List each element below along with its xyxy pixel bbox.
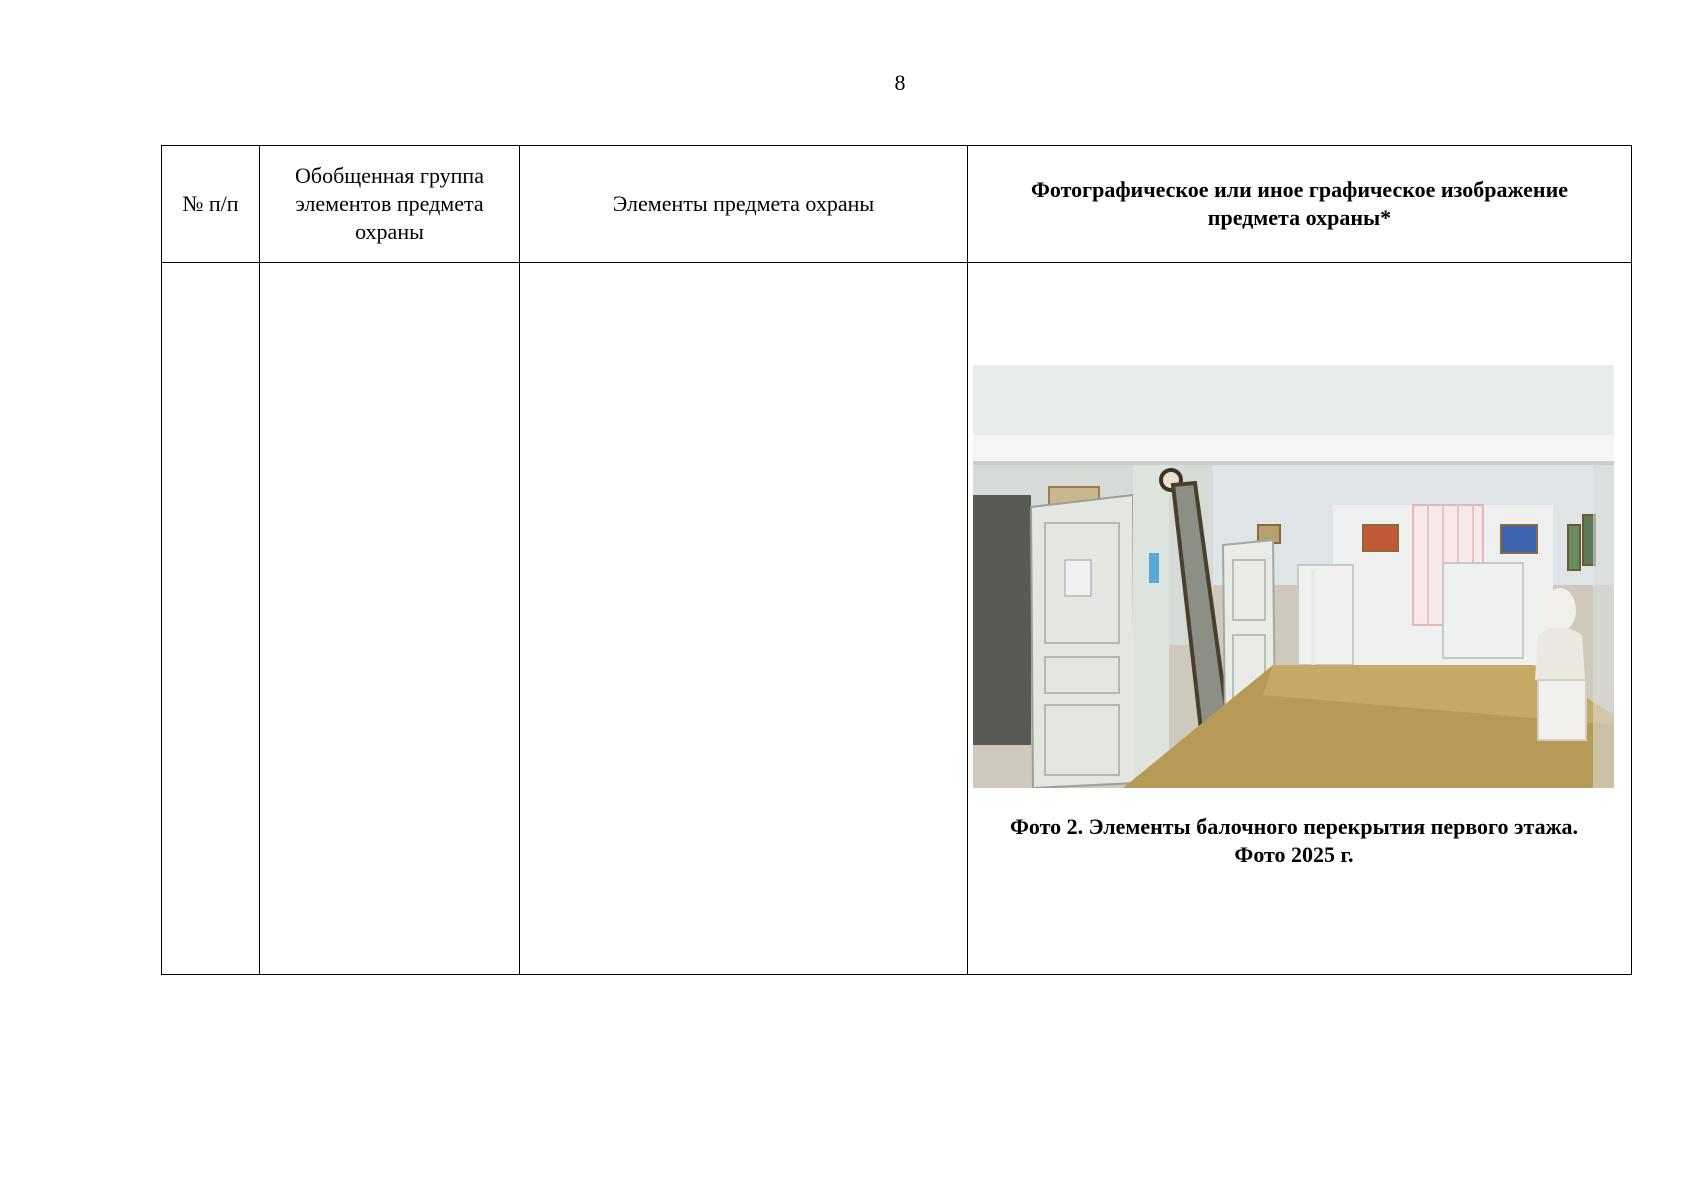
header-photo: Фотографическое или иное графическое изображение предмета охраны*: [968, 146, 1632, 263]
photo-caption: [968, 813, 1620, 869]
header-group: Обобщенная группа элементов предмета охраны: [260, 146, 520, 263]
cell-elements: [520, 263, 968, 975]
caption-line-2: Фото 2025 г.: [1234, 842, 1354, 867]
cell-num: [162, 263, 260, 975]
header-elements: Элементы предмета охраны: [520, 146, 968, 263]
caption-line-1: Фото 2. Элементы балочного перекрытия первого этажа.: [1009, 814, 1579, 839]
table-header-row: [162, 146, 1632, 263]
cell-photo: [968, 263, 1632, 975]
page-number: 8: [894, 70, 906, 95]
header-num: № п/п: [162, 146, 260, 263]
protection-subject-table: [161, 145, 1632, 975]
cell-group: [260, 263, 520, 975]
table-row: [162, 263, 1632, 975]
interior-hall-photo: [973, 365, 1614, 788]
